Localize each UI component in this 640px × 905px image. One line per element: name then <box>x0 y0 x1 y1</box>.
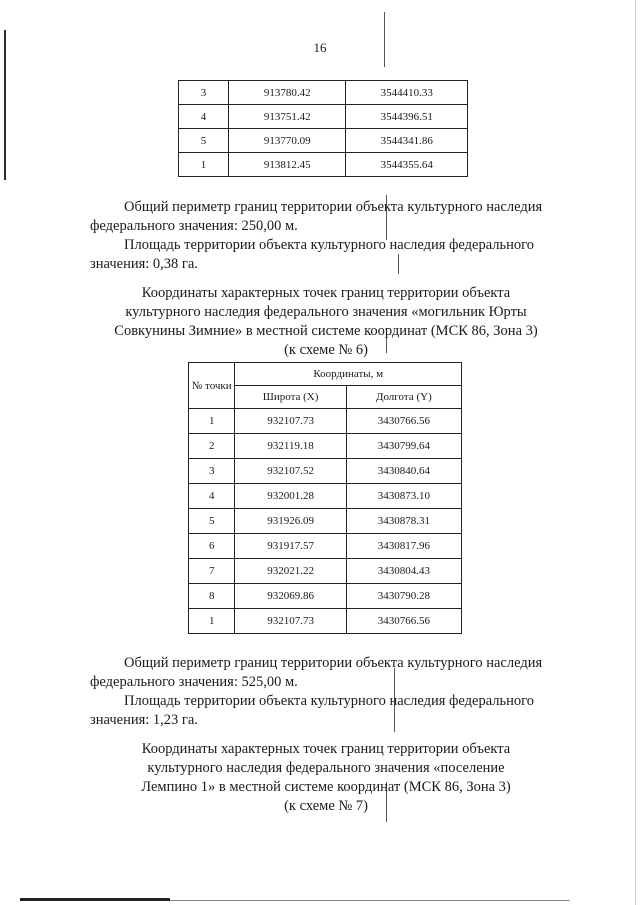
longitude-cell: 3430766.56 <box>346 609 461 634</box>
point-number-cell: 1 <box>189 409 235 434</box>
table-row <box>179 81 468 105</box>
area-value: значения: 0,38 га. <box>90 256 198 272</box>
header-point-number: № точки <box>189 363 235 409</box>
heading-line: культурного наследия федерального значения «поселение <box>147 760 505 776</box>
latitude-cell: 932119.18 <box>235 434 346 459</box>
point-number-cell: 5 <box>179 129 229 153</box>
point-number-cell: 6 <box>189 534 235 559</box>
header-latitude: Широта (Х) <box>235 386 346 409</box>
heading-line: Совкунины Зимние» в местной системе координат (МСК 86, Зона 3) <box>114 323 538 339</box>
longitude-cell: 3430766.56 <box>346 409 461 434</box>
latitude-cell: 931917.57 <box>235 534 346 559</box>
latitude-cell: 913770.09 <box>229 129 346 153</box>
table-row <box>189 609 462 634</box>
section-heading-2 <box>90 284 562 360</box>
longitude-cell: 3544341.86 <box>346 129 468 153</box>
heading-line: Координаты характерных точек границ территории объекта <box>141 285 511 301</box>
point-number-cell: 4 <box>179 105 229 129</box>
table-row <box>189 484 462 509</box>
header-longitude: Долгота (Y) <box>346 386 461 409</box>
heading-line: (к схеме № 7) <box>284 798 368 814</box>
coordinates-table-2 <box>188 362 462 634</box>
latitude-cell: 913751.42 <box>229 105 346 129</box>
table-row <box>189 534 462 559</box>
longitude-cell: 3430878.31 <box>346 509 461 534</box>
longitude-cell: 3430873.10 <box>346 484 461 509</box>
heading-line: Лемпино 1» в местной системе координат (МСК 86, Зона 3) <box>141 779 511 795</box>
heading-line: культурного наследия федерального значения «могильник Юрты <box>125 304 527 320</box>
table-row <box>189 409 462 434</box>
area-text: Площадь территории объекта культурного наследия федерального <box>124 693 534 709</box>
longitude-cell: 3544396.51 <box>346 105 468 129</box>
perimeter-text: Общий периметр границ территории объекта культурного наследия <box>124 655 543 671</box>
table-row <box>189 509 462 534</box>
point-number-cell: 1 <box>189 609 235 634</box>
table-row <box>179 105 468 129</box>
page-number: 16 <box>313 40 327 55</box>
summary-1 <box>90 198 562 274</box>
header-coordinates: Координаты, м <box>235 363 462 386</box>
point-number-cell: 3 <box>189 459 235 484</box>
longitude-cell: 3430790.28 <box>346 584 461 609</box>
point-number-cell: 2 <box>189 434 235 459</box>
perimeter-text: Общий периметр границ территории объекта культурного наследия <box>124 199 543 215</box>
coordinates-table-1 <box>178 80 468 177</box>
table-row <box>189 459 462 484</box>
area-value: значения: 1,23 га. <box>90 712 198 728</box>
latitude-cell: 932069.86 <box>235 584 346 609</box>
table-row <box>189 559 462 584</box>
table-row <box>179 153 468 177</box>
longitude-cell: 3430817.96 <box>346 534 461 559</box>
latitude-cell: 932021.22 <box>235 559 346 584</box>
table-row <box>189 434 462 459</box>
heading-line: Координаты характерных точек границ территории объекта <box>141 741 511 757</box>
latitude-cell: 932001.28 <box>235 484 346 509</box>
latitude-cell: 932107.73 <box>235 409 346 434</box>
longitude-cell: 3544410.33 <box>346 81 468 105</box>
latitude-cell: 931926.09 <box>235 509 346 534</box>
point-number-cell: 1 <box>179 153 229 177</box>
section-heading-3 <box>90 740 562 816</box>
point-number-cell: 4 <box>189 484 235 509</box>
longitude-cell: 3430840.64 <box>346 459 461 484</box>
longitude-cell: 3430804.43 <box>346 559 461 584</box>
summary-2 <box>90 654 562 730</box>
heading-line: (к схеме № 6) <box>284 342 368 358</box>
area-text: Площадь территории объекта культурного наследия федерального <box>124 237 534 253</box>
latitude-cell: 913812.45 <box>229 153 346 177</box>
point-number-cell: 3 <box>179 81 229 105</box>
longitude-cell: 3544355.64 <box>346 153 468 177</box>
scan-bottom-line <box>170 900 570 901</box>
latitude-cell: 913780.42 <box>229 81 346 105</box>
point-number-cell: 5 <box>189 509 235 534</box>
latitude-cell: 932107.73 <box>235 609 346 634</box>
perimeter-value: федерального значения: 250,00 м. <box>90 218 298 234</box>
table-row <box>179 129 468 153</box>
latitude-cell: 932107.52 <box>235 459 346 484</box>
point-number-cell: 7 <box>189 559 235 584</box>
table-row <box>189 584 462 609</box>
perimeter-value: федерального значения: 525,00 м. <box>90 674 298 690</box>
longitude-cell: 3430799.64 <box>346 434 461 459</box>
point-number-cell: 8 <box>189 584 235 609</box>
scan-bottom-edge <box>20 898 170 901</box>
scan-edge-right <box>635 0 636 905</box>
